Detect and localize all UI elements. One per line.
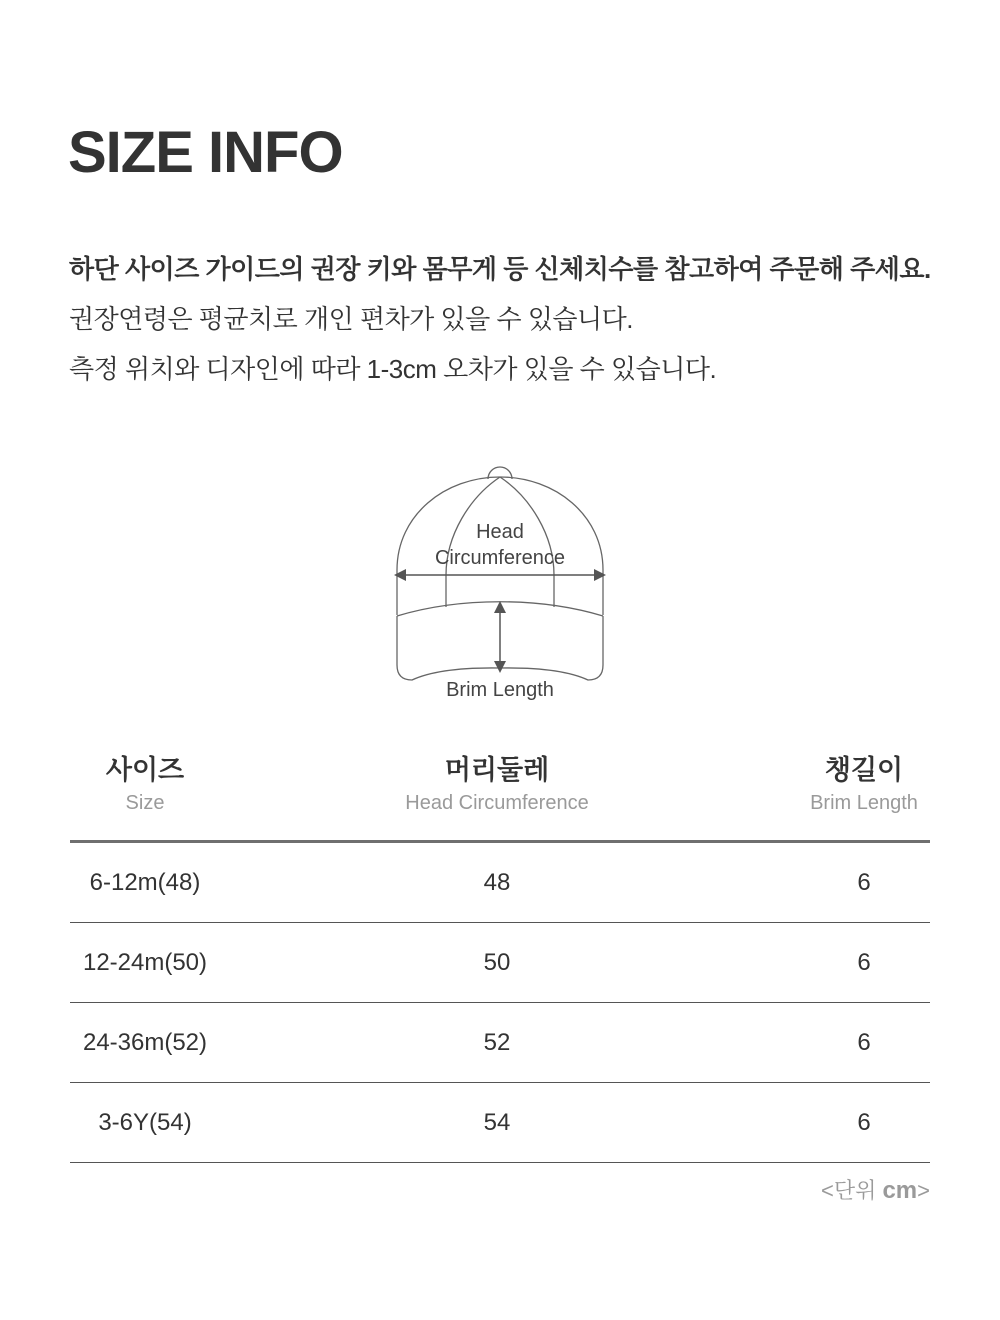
cell-size: 6-12m(48): [89, 869, 201, 896]
header-head-ko: 머리둘레: [444, 755, 550, 785]
table-row: [70, 1003, 930, 1083]
unit-note: [821, 1174, 930, 1205]
cell-brim: 6: [857, 949, 871, 976]
cell-head: 54: [483, 1109, 511, 1136]
table-row: [70, 923, 930, 1003]
head-label-line2: Circumference: [434, 547, 566, 569]
note-line-3: 측정 위치와 디자인에 따라 1-3cm 오차가 있을 수 있습니다.: [69, 354, 717, 384]
cell-size: 3-6Y(54): [98, 1109, 192, 1136]
page-title: SIZE INFO: [68, 120, 343, 185]
unit-suffix: >: [917, 1178, 930, 1203]
header-size: [70, 750, 220, 816]
header-brim-length: [784, 750, 944, 816]
cap-measurement-diagram: [380, 455, 620, 715]
size-table: [70, 750, 930, 1163]
header-size-en: Size: [125, 792, 165, 814]
note-line-2: 권장연령은 평균치로 개인 편차가 있을 수 있습니다.: [69, 304, 634, 334]
header-head-en: Head Circumference: [405, 792, 589, 814]
cell-head: 52: [483, 1029, 511, 1056]
unit-prefix: <단위: [820, 1178, 883, 1203]
cell-head: 50: [483, 949, 511, 976]
cell-head: 48: [483, 869, 511, 896]
brim-label: Brim Length: [446, 679, 554, 701]
note-line-1: 하단 사이즈 가이드의 권장 키와 몸무게 등 신체치수를 참고하여 주문해 주세요.: [69, 254, 931, 284]
header-brim-en: Brim Length: [810, 792, 918, 814]
table-row: [70, 1083, 930, 1163]
table-row: [70, 843, 930, 923]
size-notes: [69, 244, 969, 394]
cell-brim: 6: [857, 869, 871, 896]
cell-brim: 6: [857, 1109, 871, 1136]
head-label-line1: Head: [476, 521, 524, 543]
cell-size: 24-36m(52): [82, 1029, 208, 1056]
header-size-ko: 사이즈: [105, 755, 185, 785]
header-brim-ko: 챙길이: [824, 755, 904, 785]
cap-crown: [397, 477, 603, 615]
unit-value: cm: [882, 1177, 918, 1204]
table-header: [70, 750, 930, 843]
header-head-circumference: [356, 750, 638, 816]
cell-size: 12-24m(50): [82, 949, 208, 976]
baseball-cap-icon: [380, 455, 620, 715]
cell-brim: 6: [857, 1029, 871, 1056]
